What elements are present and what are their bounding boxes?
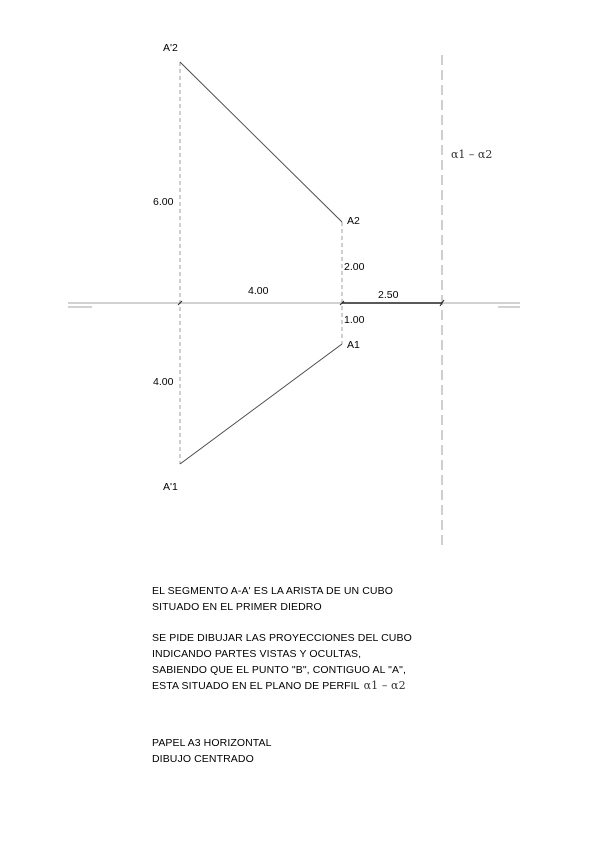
statement-line: EL SEGMENTO A-A' ES LA ARISTA DE UN CUBO [152, 585, 393, 597]
statement-line: SITUADO EN EL PRIMER DIEDRO [152, 601, 322, 613]
dimension-a-height: 2.00 [344, 261, 365, 273]
dimension-a-depth: 1.00 [344, 314, 365, 326]
statement-line: INDICANDO PARTES VISTAS Y OCULTAS, [152, 648, 362, 660]
problem-statement-2 [152, 630, 412, 694]
statement-line: PAPEL A3 HORIZONTAL [152, 737, 272, 749]
problem-statement-1 [152, 583, 393, 615]
segment-horizontal-projection [180, 344, 342, 464]
label-a1: A1 [347, 339, 360, 351]
profile-plane-label: α1 – α2 [451, 148, 493, 161]
statement-line-with-symbol [152, 678, 412, 694]
statement-line: DIBUJO CENTRADO [152, 753, 254, 765]
segment-vertical-projection [180, 62, 342, 222]
label-a2: A2 [347, 215, 360, 227]
dimension-a-prime-height: 6.00 [153, 196, 174, 208]
label-a-prime-2: A'2 [163, 42, 178, 54]
dimension-horizontal-distance: 4.00 [248, 285, 269, 297]
statement-line: SABIENDO QUE EL PUNTO "B", CONTIGUO AL "A", [152, 664, 406, 676]
statement-line-text: ESTA SITUADO EN EL PLANO DE PERFIL [152, 680, 360, 692]
dimension-a-prime-depth: 4.00 [153, 376, 174, 388]
statement-line: SE PIDE DIBUJAR LAS PROYECCIONES DEL CUBO [152, 632, 412, 644]
paper-instructions [152, 735, 272, 767]
profile-plane-symbol: α1 – α2 [363, 679, 406, 692]
dimension-profile-distance: 2.50 [378, 289, 399, 301]
label-a-prime-1: A'1 [163, 481, 178, 493]
